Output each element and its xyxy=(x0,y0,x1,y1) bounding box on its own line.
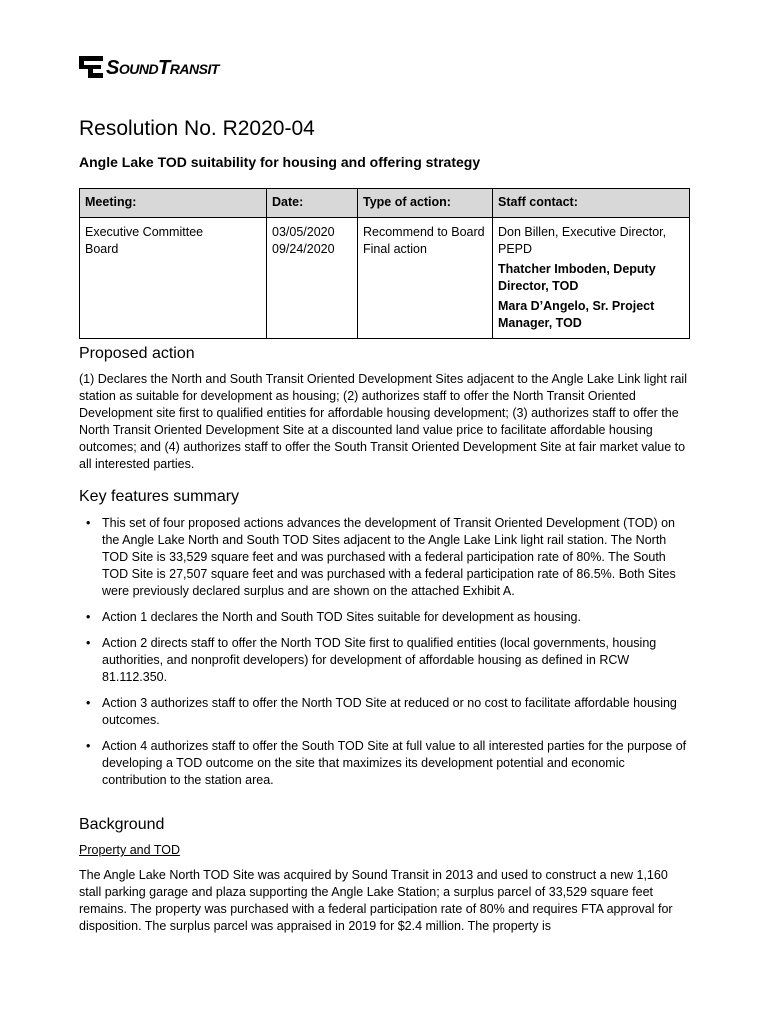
list-item xyxy=(79,695,691,729)
table-row xyxy=(80,218,690,339)
date-entry: 03/05/2020 xyxy=(272,225,335,239)
meeting-entry: Board xyxy=(85,242,119,256)
logo-wordmark: SoundTransit xyxy=(106,57,219,79)
column-header-meeting: Meeting: xyxy=(80,189,267,218)
meeting-info-table xyxy=(79,188,690,339)
sound-transit-logo xyxy=(79,56,219,78)
key-features-heading: Key features summary xyxy=(79,488,240,505)
bullet-icon: • xyxy=(86,739,91,753)
property-and-tod-subheading: Property and TOD xyxy=(79,843,180,857)
staff-contact-cell xyxy=(493,218,690,339)
table-header-row xyxy=(80,189,690,218)
bullet-icon: • xyxy=(86,636,91,650)
proposed-action-heading: Proposed action xyxy=(79,345,195,362)
background-heading: Background xyxy=(79,816,165,833)
background-text: The Angle Lake North TOD Site was acquired by Sound Transit in 2013 and used to construct a new 1,160 stall parking garage and plaza supporting the Angle Lake Station; a surplus parcel of 33,529 square feet remains. The property was purchased with a federal participation rate of 80% and requires FTA approval for disposition. The surplus parcel was appraised in 2019 for $2.4 million. The property is xyxy=(79,868,673,933)
column-header-staff-contact: Staff contact: xyxy=(493,189,690,218)
list-item-text: Action 1 declares the North and South TOD Sites suitable for development as housing. xyxy=(102,610,581,624)
staff-contact-entry: Thatcher Imboden, Deputy Director, TOD xyxy=(498,262,656,293)
action-type-cell xyxy=(358,218,493,339)
column-header-type-of-action: Type of action: xyxy=(358,189,493,218)
list-item xyxy=(79,738,691,789)
sound-transit-logo-icon xyxy=(79,56,103,78)
staff-contact-entry: Don Billen, Executive Director, PEPD xyxy=(498,225,667,256)
key-features-list xyxy=(79,515,691,798)
action-type-entry: Final action xyxy=(363,242,427,256)
meeting-entry: Executive Committee xyxy=(85,225,204,239)
date-entry: 09/24/2020 xyxy=(272,242,335,256)
list-item-text: Action 4 authorizes staff to offer the South TOD Site at full value to all interested parties for the purpose of developing a TOD outcome on the site that maximizes its development potential and economic contribution to the station area. xyxy=(102,739,687,787)
proposed-action-text: (1) Declares the North and South Transit Oriented Development Sites adjacent to the Angle Lake Link light rail station as suitable for development as housing; (2) authorizes staff to offer the North Transit Oriented Development site first to qualified entities for affordable housing development; (3) authorizes staff to offer the North Transit Oriented Development Site at a discounted land value price to facilitate affordable housing outcomes; and (4) authorizes staff to offer the South Transit Oriented Development Site at fair market value to all interested parties. xyxy=(79,372,687,471)
page-title: Resolution No. R2020-04 xyxy=(79,117,315,140)
column-header-date: Date: xyxy=(267,189,358,218)
list-item xyxy=(79,635,691,686)
meeting-cell xyxy=(80,218,267,339)
bullet-icon: • xyxy=(86,696,91,710)
bullet-icon: • xyxy=(86,610,91,624)
page-subtitle: Angle Lake TOD suitability for housing and offering strategy xyxy=(79,154,481,170)
list-item-text: Action 3 authorizes staff to offer the North TOD Site at reduced or no cost to facilitate affordable housing outcomes. xyxy=(102,696,677,727)
list-item-text: This set of four proposed actions advances the development of Transit Oriented Development (TOD) on the Angle Lake North and South TOD Sites adjacent to the Angle Lake Link light rail station. The North TOD Site is 33,529 square feet and was purchased with a federal participation rate of 80%. The South TOD Site is 27,507 square feet and was purchased with a federal participation rate of 86.5%. Both Sites were previously declared surplus and are shown on the attached Exhibit A. xyxy=(102,516,676,598)
bullet-icon: • xyxy=(86,516,91,530)
staff-contact-entry: Mara D’Angelo, Sr. Project Manager, TOD xyxy=(498,299,655,330)
date-cell xyxy=(267,218,358,339)
action-type-entry: Recommend to Board xyxy=(363,225,485,239)
list-item xyxy=(79,515,691,600)
list-item-text: Action 2 directs staff to offer the North TOD Site first to qualified entities (local governments, housing authorities, and nonprofit developers) for development of affordable housing as defined in RCW 81.112.350. xyxy=(102,636,657,684)
list-item xyxy=(79,609,691,626)
